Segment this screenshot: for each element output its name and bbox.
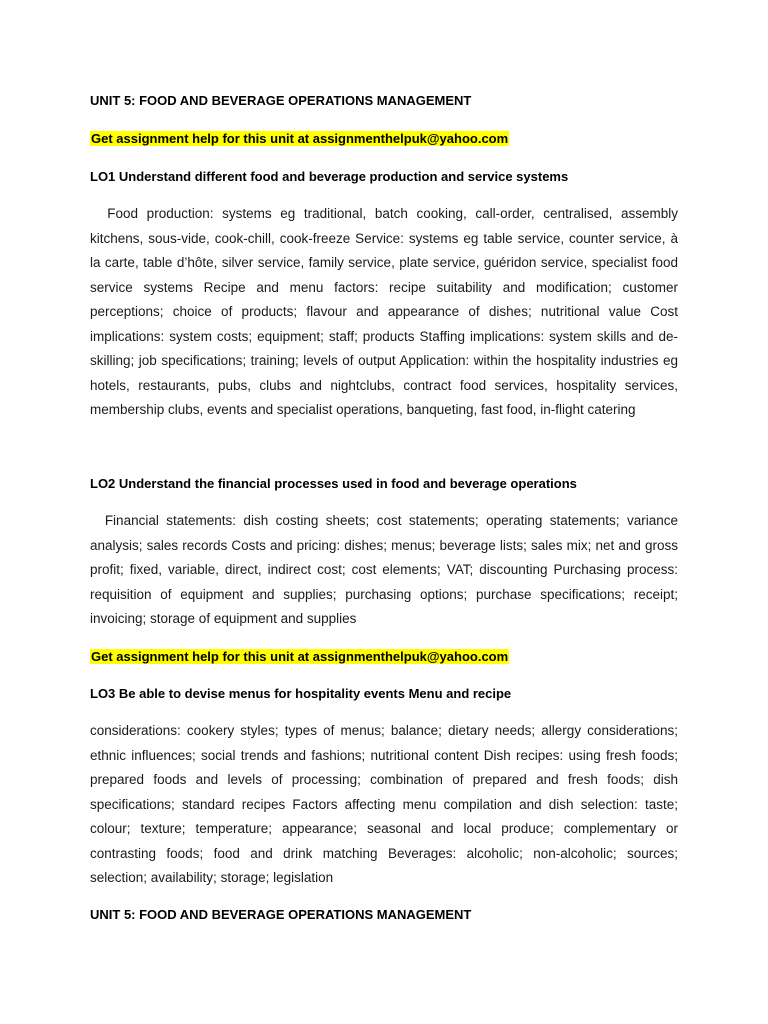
- assignment-help-text: Get assignment help for this unit at assignmenthelpuk@yahoo.com: [91, 131, 509, 146]
- lo2-heading: LO2 Understand the financial processes used in food and beverage operations: [90, 476, 577, 491]
- assignment-help-banner: [90, 131, 509, 147]
- lo2-body-text: Financial statements: dish costing sheets; cost statements; operating statements; variance analysis; sales records Costs and pricing: dishes; menus; beverage lists; sales mix; net and gross profit; fixed, variable, direct, indirect cost; cost elements; VAT; discounting Purchasing process: requisition of equipment and supplies; purchasing options; purchase specifications; receipt; invoicing; storage of equipment and supplies: [90, 513, 678, 626]
- lo1-body: [90, 202, 678, 423]
- lo2-body: [90, 509, 678, 632]
- lo1-heading: LO1 Understand different food and beverage production and service systems: [90, 169, 569, 184]
- unit-title: UNIT 5: FOOD AND BEVERAGE OPERATIONS MANAGEMENT: [90, 93, 472, 108]
- unit-title-footer: UNIT 5: FOOD AND BEVERAGE OPERATIONS MANAGEMENT: [90, 907, 472, 922]
- lo3-body: [90, 719, 678, 891]
- assignment-help-banner-2: [90, 649, 509, 665]
- lo3-heading: LO3 Be able to devise menus for hospitality events Menu and recipe: [90, 686, 512, 701]
- assignment-help-text-2: Get assignment help for this unit at assignmenthelpuk@yahoo.com: [91, 649, 509, 664]
- lo3-body-text: considerations: cookery styles; types of menus; balance; dietary needs; allergy considerations; ethnic influences; social trends and fashions; nutritional content Dish recipes: using fresh foods; prepared foods and levels of processing; combination of prepared and fresh foods; dish specifications; standard recipes Factors affecting menu compilation and dish selection: taste; colour; texture; temperature; appearance; seasonal and local produce; complementary or contrasting foods; food and drink matching Beverages: alcoholic; non-alcoholic; sources; selection; availability; storage; legislation: [90, 723, 678, 885]
- lo1-body-text: Food production: systems eg traditional, batch cooking, call-order, centralised, assembly kitchens, sous-vide, cook-chill, cook-freeze Service: systems eg table service, counter service, à la carte, table d’hôte, silver service, family service, plate service, guéridon service, specialist food service systems Recipe and menu factors: recipe suitability and modification; customer perceptions; choice of products; flavour and appearance of dishes; nutritional value Cost implications: system costs; equipment; staff; products Staffing implications: system skills and de-skilling; job specifications; training; levels of output Application: within the hospitality industries eg hotels, restaurants, pubs, clubs and nightclubs, contract food services, hospitality services, membership clubs, events and specialist operations, banqueting, fast food, in-flight catering: [90, 206, 678, 417]
